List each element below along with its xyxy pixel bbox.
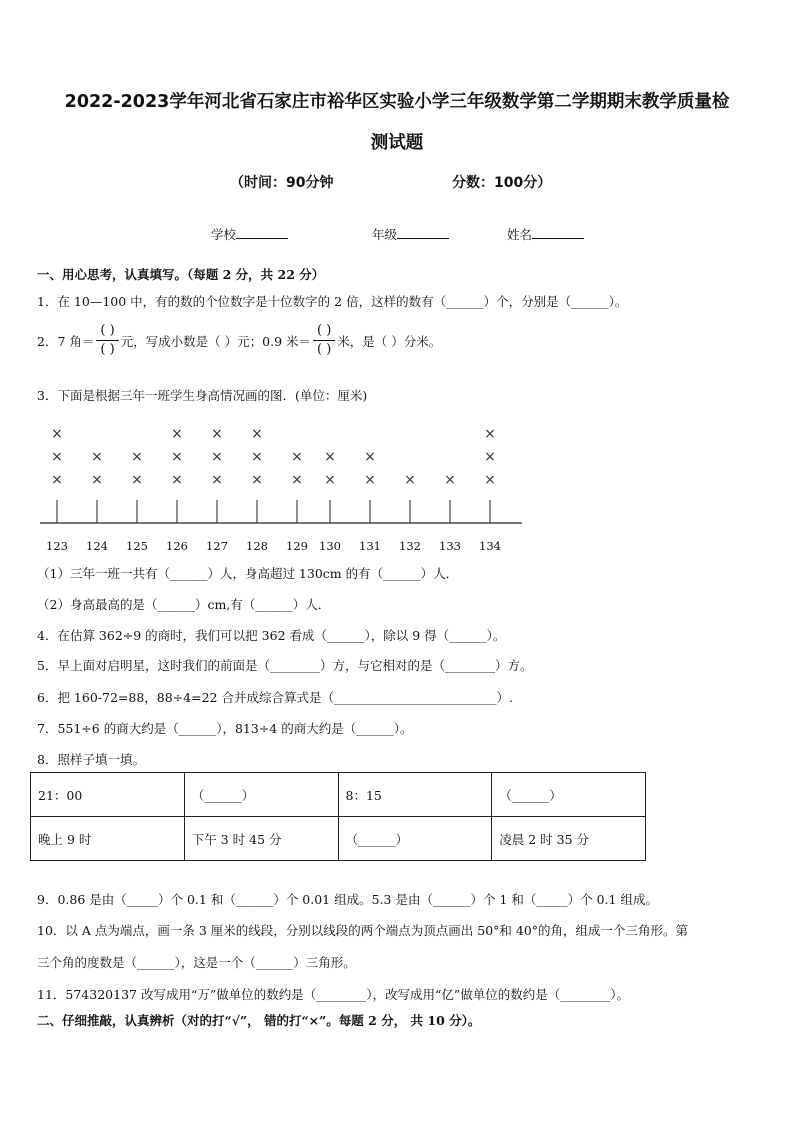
plot-x-mark: ×	[404, 472, 416, 488]
plot-x-mark: ×	[291, 449, 303, 465]
q2-suffix: 米，是（ ）分米。	[337, 333, 442, 349]
question-6: 6．把 160-72=88，88÷4=22 合并成综合算式是（__________________________）.	[37, 690, 513, 705]
table-cell-blank[interactable]: （______）	[338, 817, 492, 861]
plot-x-mark: ×	[131, 449, 143, 465]
plot-tick-label: 124	[86, 539, 108, 553]
question-8: 8．照样子填一填。	[37, 752, 145, 767]
q2-frac1-den[interactable]: ( )	[100, 342, 115, 357]
question-3-sub2: （2）身高最高的是（______）cm,有（______）人．	[37, 597, 331, 612]
table-cell-blank[interactable]: （______）	[492, 773, 646, 817]
q2-frac2-den[interactable]: ( )	[317, 342, 332, 357]
q2-frac2-num[interactable]: ( )	[317, 323, 332, 338]
table-cell: 8：15	[338, 773, 492, 817]
plot-tick-label: 125	[126, 539, 148, 553]
plot-x-mark: ×	[171, 449, 183, 465]
plot-x-mark: ×	[211, 472, 223, 488]
school-label: 学校	[211, 227, 237, 242]
table-row	[31, 773, 646, 817]
plot-x-mark: ×	[131, 472, 143, 488]
plot-x-mark: ×	[444, 472, 456, 488]
exam-score: 分数：100分）	[452, 175, 552, 191]
plot-tick-label: 129	[286, 539, 308, 553]
table-cell-blank[interactable]: （______）	[184, 773, 338, 817]
q2-mid: 元，写成小数是（ ）元；0.9 米＝	[120, 333, 311, 349]
question-10-line2: 三个角的度数是（______），这是一个（______）三角形。	[37, 955, 356, 970]
plot-x-mark: ×	[51, 426, 63, 442]
page-title-line1: 2022-2023学年河北省石家庄市裕华区实验小学三年级数学第二学期期末教学质量检	[64, 92, 730, 112]
table-cell: 21：00	[31, 773, 185, 817]
question-7: 7．551÷6 的商大约是（______），813÷4 的商大约是（______）。	[37, 721, 413, 736]
plot-x-mark: ×	[91, 449, 103, 465]
plot-tick-label: 126	[166, 539, 188, 553]
question-10-line1: 10．以 A 点为端点，画一条 3 厘米的线段，分别以线段的两个端点为顶点画出 50°和 40°的角，组成一个三角形。第	[37, 923, 689, 938]
table-row	[31, 817, 646, 861]
name-label: 姓名	[507, 227, 533, 242]
section1-heading: 一、用心思考，认真填写。（每题 2 分，共 22 分）	[37, 267, 325, 282]
plot-x-mark: ×	[251, 449, 263, 465]
plot-x-mark: ×	[324, 472, 336, 488]
plot-x-mark: ×	[484, 426, 496, 442]
time-conversion-table	[30, 772, 646, 861]
q2-prefix: 2．7 角＝	[37, 333, 95, 349]
plot-x-mark: ×	[51, 449, 63, 465]
plot-x-mark: ×	[171, 472, 183, 488]
plot-x-mark: ×	[211, 426, 223, 442]
plot-x-mark: ×	[91, 472, 103, 488]
question-9: 9．0.86 是由（_____）个 0.1 和（______）个 0.01 组成。5.3 是由（______）个 1 和（_____）个 0.1 组成。	[37, 892, 658, 907]
q2-frac1-num[interactable]: ( )	[100, 323, 115, 338]
plot-x-mark: ×	[251, 426, 263, 442]
plot-tick-label: 127	[206, 539, 228, 553]
question-11: 11．574320137 改写成用“万”做单位的数约是（________），改写成用“亿”做单位的数约是（________）。	[37, 987, 630, 1002]
plot-tick-label: 130	[319, 539, 341, 553]
plot-tick-label: 131	[359, 539, 381, 553]
table-cell: 晚上 9 时	[31, 817, 185, 861]
question-1: 1．在 10—100 中，有的数的个位数字是十位数字的 2 倍，这样的数有（______）个，分别是（______）。	[37, 294, 628, 309]
plot-x-mark: ×	[484, 472, 496, 488]
question-4: 4．在估算 362÷9 的商时，我们可以把 362 看成（______），除以 9 得（______）。	[37, 628, 506, 643]
plot-tick-label: 134	[479, 539, 501, 553]
question-5: 5．早上面对启明星，这时我们的前面是（________）方，与它相对的是（________）方。	[37, 658, 533, 673]
plot-x-mark: ×	[211, 449, 223, 465]
plot-x-mark: ×	[484, 449, 496, 465]
plot-x-mark: ×	[291, 472, 303, 488]
plot-tick-label: 133	[439, 539, 461, 553]
plot-x-mark: ×	[51, 472, 63, 488]
plot-tick-label: 123	[46, 539, 68, 553]
plot-x-mark: ×	[364, 472, 376, 488]
question-3-sub1: （1）三年一班一共有（______）人，身高超过 130cm 的有（______）人．	[37, 566, 459, 581]
plot-x-mark: ×	[364, 449, 376, 465]
section2-heading: 二、仔细推敲，认真辨析（对的打“√”， 错的打“×”。每题 2 分， 共 10 分）。	[37, 1013, 481, 1028]
plot-x-mark: ×	[251, 472, 263, 488]
plot-x-mark: ×	[324, 449, 336, 465]
plot-x-mark: ×	[171, 426, 183, 442]
page-title-line2: 测试题	[370, 133, 424, 153]
table-cell: 下午 3 时 45 分	[184, 817, 338, 861]
plot-tick-label: 128	[246, 539, 268, 553]
grade-label: 年级	[372, 227, 398, 242]
table-cell: 凌晨 2 时 35 分	[492, 817, 646, 861]
question-3: 3．下面是根据三年一班学生身高情况画的图．(单位：厘米)	[37, 388, 368, 403]
plot-tick-label: 132	[399, 539, 421, 553]
exam-time: （时间：90分钟	[230, 175, 334, 191]
